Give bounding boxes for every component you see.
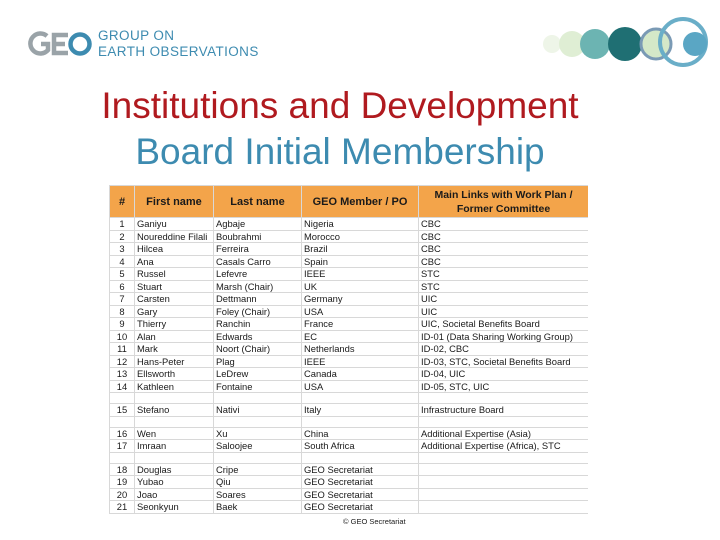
work-plan-cell: CBC xyxy=(419,218,589,231)
first-name-cell: Yubao xyxy=(135,476,214,489)
geo-member-cell: GEO Secretariat xyxy=(302,476,419,489)
row-number: 6 xyxy=(110,280,135,293)
row-number: 13 xyxy=(110,368,135,381)
first-name-cell xyxy=(135,393,214,404)
row-number xyxy=(110,416,135,427)
table-row xyxy=(110,416,589,427)
last-name-cell: Lefevre xyxy=(214,268,302,281)
row-number: 10 xyxy=(110,330,135,343)
row-number: 9 xyxy=(110,318,135,331)
header-last-name: Last name xyxy=(214,186,302,218)
geo-logo xyxy=(28,24,259,64)
row-number: 8 xyxy=(110,305,135,318)
row-number: 16 xyxy=(110,427,135,440)
work-plan-cell: Infrastructure Board xyxy=(419,404,589,417)
work-plan-cell: STC xyxy=(419,268,589,281)
geo-member-cell xyxy=(302,416,419,427)
geo-member-cell: South Africa xyxy=(302,440,419,453)
table-row xyxy=(110,380,589,393)
geo-member-cell xyxy=(302,393,419,404)
geo-member-cell: IEEE xyxy=(302,355,419,368)
first-name-cell: Noureddine Filali xyxy=(135,230,214,243)
table-row xyxy=(110,305,589,318)
first-name-cell: Stefano xyxy=(135,404,214,417)
last-name-cell: Baek xyxy=(214,501,302,514)
last-name-cell: Foley (Chair) xyxy=(214,305,302,318)
last-name-cell: Nativi xyxy=(214,404,302,417)
work-plan-cell: STC xyxy=(419,280,589,293)
row-number: 14 xyxy=(110,380,135,393)
last-name-cell: Ranchin xyxy=(214,318,302,331)
table-row xyxy=(110,501,589,514)
table-row xyxy=(110,343,589,356)
geo-member-cell: Canada xyxy=(302,368,419,381)
table-row xyxy=(110,440,589,453)
first-name-cell: Gary xyxy=(135,305,214,318)
decorative-circles-graphic xyxy=(540,8,710,78)
row-number: 7 xyxy=(110,293,135,306)
header-work-plan-links: Main Links with Work Plan / Former Committee xyxy=(419,186,589,218)
table-row xyxy=(110,476,589,489)
table-row xyxy=(110,255,589,268)
table-row xyxy=(110,268,589,281)
first-name-cell: Hilcea xyxy=(135,243,214,256)
work-plan-cell: UIC xyxy=(419,305,589,318)
work-plan-cell: ID-02, CBC xyxy=(419,343,589,356)
row-number: 21 xyxy=(110,501,135,514)
work-plan-cell xyxy=(419,488,589,501)
work-plan-cell: CBC xyxy=(419,255,589,268)
geo-member-cell: Morocco xyxy=(302,230,419,243)
last-name-cell: Plag xyxy=(214,355,302,368)
table-row xyxy=(110,280,589,293)
first-name-cell: Douglas xyxy=(135,463,214,476)
row-number: 18 xyxy=(110,463,135,476)
first-name-cell: Ganiyu xyxy=(135,218,214,231)
table-row xyxy=(110,243,589,256)
row-number xyxy=(110,452,135,463)
first-name-cell: Carsten xyxy=(135,293,214,306)
geo-member-cell: Spain xyxy=(302,255,419,268)
last-name-cell: Fontaine xyxy=(214,380,302,393)
table-body xyxy=(110,218,589,514)
row-number: 20 xyxy=(110,488,135,501)
last-name-cell: Casals Carro xyxy=(214,255,302,268)
row-number: 11 xyxy=(110,343,135,356)
geo-member-cell: USA xyxy=(302,305,419,318)
work-plan-cell xyxy=(419,476,589,489)
work-plan-cell: UIC, Societal Benefits Board xyxy=(419,318,589,331)
table-row xyxy=(110,218,589,231)
last-name-cell xyxy=(214,416,302,427)
first-name-cell: Stuart xyxy=(135,280,214,293)
first-name-cell: Russel xyxy=(135,268,214,281)
logo-line-2: EARTH OBSERVATIONS xyxy=(98,44,259,59)
work-plan-cell: ID-04, UIC xyxy=(419,368,589,381)
last-name-cell: Soares xyxy=(214,488,302,501)
geo-member-cell: Germany xyxy=(302,293,419,306)
last-name-cell: Noort (Chair) xyxy=(214,343,302,356)
geo-member-cell: GEO Secretariat xyxy=(302,488,419,501)
first-name-cell: Ana xyxy=(135,255,214,268)
row-number xyxy=(110,393,135,404)
row-number: 2 xyxy=(110,230,135,243)
row-number: 4 xyxy=(110,255,135,268)
table-row xyxy=(110,293,589,306)
first-name-cell: Kathleen xyxy=(135,380,214,393)
table-row xyxy=(110,463,589,476)
membership-table xyxy=(109,185,588,514)
first-name-cell xyxy=(135,452,214,463)
work-plan-cell: CBC xyxy=(419,230,589,243)
row-number: 19 xyxy=(110,476,135,489)
work-plan-cell: ID-01 (Data Sharing Working Group) xyxy=(419,330,589,343)
slide-title-line-2: Board Initial Membership xyxy=(135,131,545,172)
table-row xyxy=(110,368,589,381)
table-row xyxy=(110,393,589,404)
logo-line-1: GROUP ON xyxy=(98,28,175,43)
row-number: 17 xyxy=(110,440,135,453)
table-row xyxy=(110,318,589,331)
work-plan-cell: ID-03, STC, Societal Benefits Board xyxy=(419,355,589,368)
copyright-notice: © GEO Secretariat xyxy=(343,517,406,526)
table-row xyxy=(110,488,589,501)
last-name-cell: Dettmann xyxy=(214,293,302,306)
table-row xyxy=(110,230,589,243)
table-row xyxy=(110,404,589,417)
first-name-cell: Hans-Peter xyxy=(135,355,214,368)
work-plan-cell: UIC xyxy=(419,293,589,306)
geo-member-cell: France xyxy=(302,318,419,331)
last-name-cell: Xu xyxy=(214,427,302,440)
row-number: 12 xyxy=(110,355,135,368)
geo-member-cell: UK xyxy=(302,280,419,293)
last-name-cell: Saloojee xyxy=(214,440,302,453)
last-name-cell: Edwards xyxy=(214,330,302,343)
membership-table-container xyxy=(109,185,588,517)
last-name-cell: LeDrew xyxy=(214,368,302,381)
work-plan-cell xyxy=(419,463,589,476)
last-name-cell: Qiu xyxy=(214,476,302,489)
geo-member-cell: USA xyxy=(302,380,419,393)
table-header-row xyxy=(110,186,589,218)
row-number: 3 xyxy=(110,243,135,256)
geo-member-cell: China xyxy=(302,427,419,440)
first-name-cell: Imraan xyxy=(135,440,214,453)
first-name-cell: Seonkyun xyxy=(135,501,214,514)
work-plan-cell xyxy=(419,501,589,514)
header-first-name: First name xyxy=(135,186,214,218)
first-name-cell xyxy=(135,416,214,427)
first-name-cell: Ellsworth xyxy=(135,368,214,381)
slide-title-line-1: Institutions and Development xyxy=(101,85,579,126)
row-number: 15 xyxy=(110,404,135,417)
first-name-cell: Mark xyxy=(135,343,214,356)
last-name-cell: Boubrahmi xyxy=(214,230,302,243)
work-plan-cell xyxy=(419,452,589,463)
first-name-cell: Joao xyxy=(135,488,214,501)
first-name-cell: Thierry xyxy=(135,318,214,331)
work-plan-cell: Additional Expertise (Africa), STC xyxy=(419,440,589,453)
last-name-cell xyxy=(214,452,302,463)
first-name-cell: Wen xyxy=(135,427,214,440)
geo-member-cell: Italy xyxy=(302,404,419,417)
last-name-cell: Cripe xyxy=(214,463,302,476)
last-name-cell: Marsh (Chair) xyxy=(214,280,302,293)
geo-member-cell: GEO Secretariat xyxy=(302,501,419,514)
table-row xyxy=(110,427,589,440)
table-row xyxy=(110,330,589,343)
logo-wordmark xyxy=(98,28,259,60)
first-name-cell: Alan xyxy=(135,330,214,343)
geo-logo-mark xyxy=(28,24,92,64)
last-name-cell: Agbaje xyxy=(214,218,302,231)
geo-member-cell: Nigeria xyxy=(302,218,419,231)
last-name-cell: Ferreira xyxy=(214,243,302,256)
header-geo-member: GEO Member / PO xyxy=(302,186,419,218)
work-plan-cell: ID-05, STC, UIC xyxy=(419,380,589,393)
work-plan-cell xyxy=(419,393,589,404)
geo-member-cell: IEEE xyxy=(302,268,419,281)
last-name-cell xyxy=(214,393,302,404)
row-number: 5 xyxy=(110,268,135,281)
header-number: # xyxy=(110,186,135,218)
geo-member-cell: Netherlands xyxy=(302,343,419,356)
row-number: 1 xyxy=(110,218,135,231)
geo-member-cell: Brazil xyxy=(302,243,419,256)
work-plan-cell xyxy=(419,416,589,427)
work-plan-cell: Additional Expertise (Asia) xyxy=(419,427,589,440)
table-row xyxy=(110,452,589,463)
table-row xyxy=(110,355,589,368)
geo-member-cell: EC xyxy=(302,330,419,343)
work-plan-cell: CBC xyxy=(419,243,589,256)
geo-member-cell xyxy=(302,452,419,463)
geo-member-cell: GEO Secretariat xyxy=(302,463,419,476)
